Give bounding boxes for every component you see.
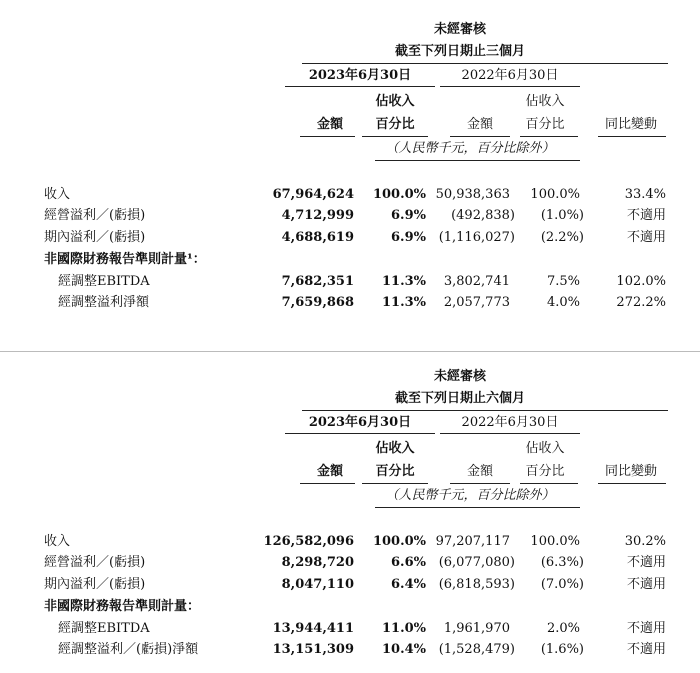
row-label: 經營溢利／(虧損) <box>44 208 146 223</box>
cell-cur-pct: 100.0% <box>372 187 426 202</box>
cell-yoy: 不適用 <box>626 208 666 223</box>
col-pct-header-2: 百分比 <box>525 464 565 479</box>
cell-prior-amount: 97,207,117 <box>435 534 510 549</box>
col-pct-header-1: 佔收入 <box>375 441 415 456</box>
period-heading: 截至下列日期止六個月 <box>394 391 525 406</box>
divider <box>375 160 580 161</box>
audit-status: 未經審核 <box>433 369 486 384</box>
cell-cur-amount: 126,582,096 <box>263 534 354 549</box>
year-prior: 2022年6月30日 <box>461 415 559 430</box>
divider <box>375 507 580 508</box>
cell-cur-pct: 6.4% <box>391 577 426 592</box>
audit-status: 未經審核 <box>433 22 486 37</box>
row-label: 期內溢利／(虧損) <box>44 230 146 245</box>
cell-prior-amount: 1,961,970 <box>443 621 510 636</box>
col-yoy-header: 同比變動 <box>604 117 657 132</box>
row-label: 經調整EBITDA <box>58 621 150 636</box>
divider <box>362 136 428 137</box>
col-pct-header-2: 百分比 <box>375 464 415 479</box>
cell-prior-amount: (492,838) <box>451 208 515 223</box>
divider <box>302 410 668 411</box>
cell-prior-pct: 2.0% <box>546 621 580 636</box>
year-current: 2023年6月30日 <box>308 68 412 83</box>
cell-cur-amount: 67,964,624 <box>272 187 354 202</box>
cell-prior-pct: 100.0% <box>530 534 580 549</box>
cell-cur-pct: 6.6% <box>391 555 426 570</box>
col-amount-header: 金額 <box>316 117 343 132</box>
col-pct-header-2: 百分比 <box>525 117 565 132</box>
col-pct-header-1: 佔收入 <box>525 441 565 456</box>
cell-prior-pct: (6.3%) <box>540 555 584 570</box>
row-label: 經調整溢利淨額 <box>58 295 150 310</box>
cell-yoy: 不適用 <box>626 642 666 657</box>
divider <box>520 136 578 137</box>
section-label-non-ifrs: 非國際財務報告準則計量： <box>44 599 201 614</box>
divider <box>285 433 435 434</box>
col-amount-header: 金額 <box>466 464 493 479</box>
cell-cur-amount: 13,151,309 <box>272 642 354 657</box>
divider <box>440 433 580 434</box>
cell-prior-pct: (2.2%) <box>540 230 584 245</box>
cell-prior-pct: 100.0% <box>530 187 580 202</box>
cell-yoy: 不適用 <box>626 577 666 592</box>
divider <box>302 63 668 64</box>
cell-cur-amount: 13,944,411 <box>272 621 354 636</box>
cell-prior-amount: (6,818,593) <box>438 577 515 592</box>
cell-prior-amount: 3,802,741 <box>443 274 510 289</box>
cell-cur-pct: 100.0% <box>372 534 426 549</box>
cell-prior-amount: 2,057,773 <box>443 295 510 310</box>
cell-yoy: 102.0% <box>616 274 666 289</box>
row-label: 收入 <box>44 534 71 549</box>
cell-prior-pct: 4.0% <box>546 295 580 310</box>
cell-prior-pct: (1.6%) <box>540 642 584 657</box>
cell-cur-pct: 11.3% <box>381 274 426 289</box>
unit-note: （人民幣千元，百分比除外） <box>385 488 555 503</box>
section-label-non-ifrs: 非國際財務報告準則計量¹： <box>44 252 206 267</box>
row-label: 經調整EBITDA <box>58 274 150 289</box>
cell-yoy: 272.2% <box>616 295 666 310</box>
cell-prior-pct: 7.5% <box>546 274 580 289</box>
cell-prior-amount: 50,938,363 <box>435 187 510 202</box>
cell-cur-amount: 4,712,999 <box>281 208 354 223</box>
row-label: 經營溢利／(虧損) <box>44 555 146 570</box>
cell-yoy: 不適用 <box>626 555 666 570</box>
cell-yoy: 不適用 <box>626 621 666 636</box>
period-heading: 截至下列日期止三個月 <box>394 44 525 59</box>
cell-cur-pct: 11.3% <box>381 295 426 310</box>
divider <box>440 86 580 87</box>
col-pct-header-1: 佔收入 <box>375 94 415 109</box>
col-pct-header-2: 百分比 <box>375 117 415 132</box>
cell-cur-amount: 7,659,868 <box>281 295 354 310</box>
cell-cur-pct: 10.4% <box>381 642 426 657</box>
divider <box>285 86 435 87</box>
cell-prior-pct: (1.0%) <box>540 208 584 223</box>
cell-cur-pct: 6.9% <box>391 208 426 223</box>
col-pct-header-1: 佔收入 <box>525 94 565 109</box>
year-prior: 2022年6月30日 <box>461 68 559 83</box>
cell-yoy: 33.4% <box>624 187 666 202</box>
cell-prior-pct: (7.0%) <box>540 577 584 592</box>
divider <box>598 483 666 484</box>
divider <box>450 483 510 484</box>
cell-cur-pct: 11.0% <box>381 621 426 636</box>
cell-cur-amount: 7,682,351 <box>281 274 354 289</box>
col-amount-header: 金額 <box>466 117 493 132</box>
row-label: 期內溢利／(虧損) <box>44 577 146 592</box>
unit-note: （人民幣千元，百分比除外） <box>385 141 555 156</box>
divider <box>300 136 355 137</box>
cell-cur-amount: 8,047,110 <box>281 577 354 592</box>
table-three-months <box>0 0 700 310</box>
divider <box>520 483 578 484</box>
divider <box>300 483 355 484</box>
cell-yoy: 30.2% <box>624 534 666 549</box>
cell-yoy: 不適用 <box>626 230 666 245</box>
divider <box>598 136 666 137</box>
divider <box>362 483 428 484</box>
col-yoy-header: 同比變動 <box>604 464 657 479</box>
cell-prior-amount: (6,077,080) <box>438 555 515 570</box>
divider <box>450 136 510 137</box>
cell-cur-amount: 4,688,619 <box>281 230 354 245</box>
row-label: 收入 <box>44 187 71 202</box>
table-six-months <box>0 347 700 657</box>
cell-cur-pct: 6.9% <box>391 230 426 245</box>
row-label: 經調整溢利／(虧損)淨額 <box>58 642 199 657</box>
year-current: 2023年6月30日 <box>308 415 412 430</box>
cell-prior-amount: (1,116,027) <box>438 230 515 245</box>
cell-prior-amount: (1,528,479) <box>438 642 515 657</box>
cell-cur-amount: 8,298,720 <box>281 555 354 570</box>
col-amount-header: 金額 <box>316 464 343 479</box>
